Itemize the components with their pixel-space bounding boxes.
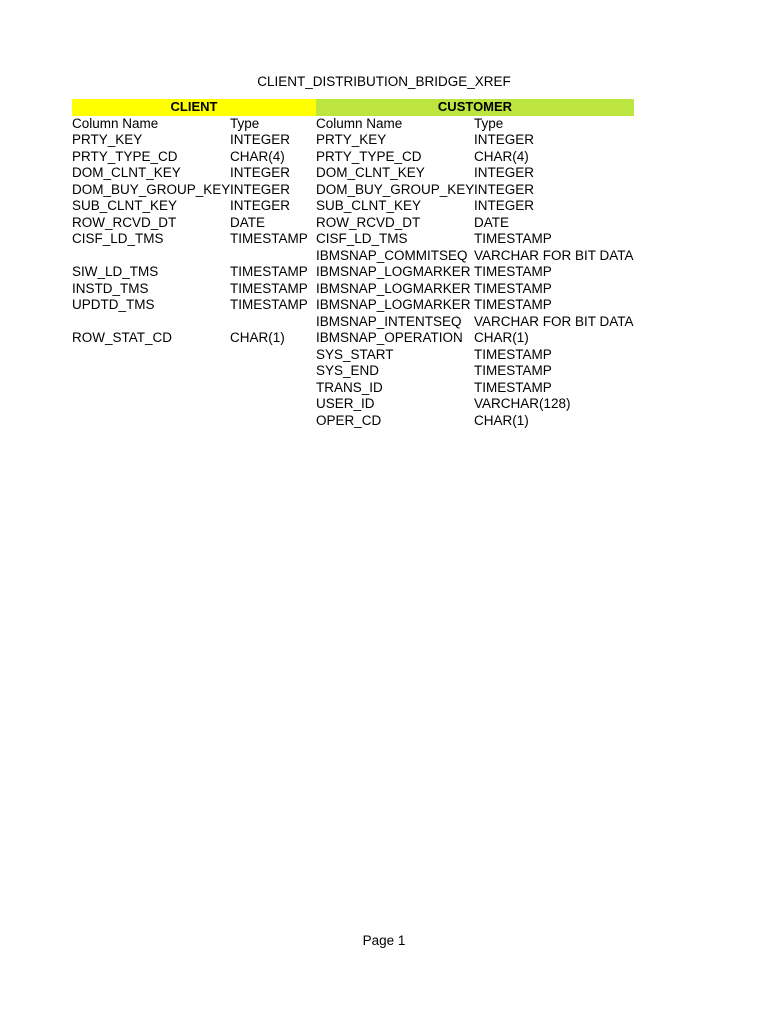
page-number: Page 1 (362, 933, 406, 948)
customer-column-name-label: Column Name (316, 115, 403, 131)
customer-column-name: PRTY_TYPE_CD (316, 148, 422, 164)
client-column-name: ROW_RCVD_DT (72, 214, 177, 230)
customer-column-name: IBMSNAP_OPERATION (316, 330, 463, 345)
table-row (72, 132, 634, 149)
client-column-type (230, 380, 316, 397)
client-column-type (230, 347, 316, 364)
client-column-type: TIMESTAMP (230, 280, 308, 296)
client-column-name (72, 347, 230, 364)
customer-column-name: IBMSNAP_LOGMARKER (316, 264, 471, 279)
client-column-type: TIMESTAMP (230, 264, 308, 279)
client-type-label: Type (230, 115, 260, 131)
client-column-name: INSTD_TMS (72, 280, 149, 296)
client-column-type: INTEGER (230, 198, 291, 213)
customer-column-name: IBMSNAP_COMMITSEQ (316, 247, 468, 263)
table-row (72, 297, 634, 314)
customer-column-name: DOM_BUY_GROUP_KEY (316, 181, 475, 197)
page-title: CLIENT_DISTRIBUTION_BRIDGE_XREF (257, 74, 511, 89)
customer-column-name: TRANS_ID (316, 379, 383, 395)
customer-column-type: INTEGER (474, 165, 535, 180)
table-body (72, 132, 634, 429)
customer-column-type: INTEGER (474, 181, 535, 197)
customer-column-type: TIMESTAMP (474, 280, 552, 296)
customer-column-type: VARCHAR FOR BIT DATA (474, 313, 634, 329)
customer-column-name: IBMSNAP_LOGMARKER (316, 297, 471, 312)
client-column-name (72, 413, 230, 430)
client-column-name (72, 248, 230, 265)
client-column-name: DOM_CLNT_KEY (72, 165, 181, 180)
customer-column-type: CHAR(1) (474, 330, 529, 345)
column-label-row (72, 116, 634, 133)
customer-column-type: INTEGER (474, 132, 535, 147)
table-row (72, 314, 634, 331)
table-row (72, 231, 634, 248)
client-section-header: CLIENT (72, 99, 316, 116)
customer-column-name: OPER_CD (316, 412, 382, 428)
customer-column-name: PRTY_KEY (316, 132, 387, 147)
client-column-type: INTEGER (230, 181, 291, 197)
customer-column-type: TIMESTAMP (474, 363, 552, 378)
customer-column-type: INTEGER (474, 198, 535, 213)
client-column-type: INTEGER (230, 132, 291, 147)
client-column-name: UPDTD_TMS (72, 297, 155, 312)
client-column-name (72, 396, 230, 413)
client-column-name: SUB_CLNT_KEY (72, 198, 178, 213)
customer-column-type: TIMESTAMP (474, 264, 552, 279)
customer-column-name: ROW_RCVD_DT (316, 214, 421, 230)
client-column-name: PRTY_KEY (72, 132, 143, 147)
customer-column-name: SYS_END (316, 363, 380, 378)
table-row (72, 347, 634, 364)
bridge-table (72, 99, 634, 429)
customer-column-name: USER_ID (316, 396, 375, 411)
customer-section-header: CUSTOMER (316, 99, 634, 116)
table-row (72, 264, 634, 281)
client-column-type: TIMESTAMP (230, 231, 308, 246)
client-column-type (230, 248, 316, 265)
table-row (72, 165, 634, 182)
customer-column-type: TIMESTAMP (474, 231, 552, 246)
customer-type-label: Type (474, 115, 504, 131)
table-row (72, 413, 634, 430)
table-row (72, 330, 634, 347)
client-column-type (230, 413, 316, 430)
customer-column-name: SYS_START (316, 346, 394, 362)
client-column-name: PRTY_TYPE_CD (72, 148, 178, 164)
table-row (72, 281, 634, 298)
client-column-type: CHAR(4) (230, 148, 285, 164)
customer-column-type: DATE (474, 214, 510, 230)
customer-column-name: DOM_CLNT_KEY (316, 165, 425, 180)
customer-column-type: CHAR(1) (474, 412, 529, 428)
client-column-type (230, 363, 316, 380)
client-column-type: TIMESTAMP (230, 297, 308, 312)
client-column-name: DOM_BUY_GROUP_KEY (72, 181, 231, 197)
table-row (72, 380, 634, 397)
customer-column-type: VARCHAR(128) (474, 396, 571, 411)
client-column-name (72, 363, 230, 380)
customer-column-type: TIMESTAMP (474, 379, 552, 395)
customer-column-type: CHAR(4) (474, 148, 529, 164)
section-header-row (72, 99, 634, 116)
client-column-type: INTEGER (230, 165, 291, 180)
client-column-name (72, 314, 230, 331)
client-column-name: ROW_STAT_CD (72, 330, 173, 345)
client-column-name-label: Column Name (72, 115, 159, 131)
customer-column-name: IBMSNAP_LOGMARKER (316, 280, 471, 296)
customer-column-type: VARCHAR FOR BIT DATA (474, 247, 634, 263)
customer-column-type: TIMESTAMP (474, 346, 552, 362)
customer-column-name: IBMSNAP_INTENTSEQ (316, 313, 462, 329)
client-column-type (230, 314, 316, 331)
table-row (72, 149, 634, 166)
client-column-name (72, 380, 230, 397)
client-column-type (230, 396, 316, 413)
table-row (72, 215, 634, 232)
table-row (72, 363, 634, 380)
customer-column-name: CISF_LD_TMS (316, 231, 408, 246)
table-row (72, 182, 634, 199)
table-row (72, 248, 634, 265)
client-column-type: CHAR(1) (230, 330, 285, 345)
customer-column-type: TIMESTAMP (474, 297, 552, 312)
table-row (72, 198, 634, 215)
client-column-name: SIW_LD_TMS (72, 264, 159, 279)
client-column-type: DATE (230, 214, 266, 230)
table-row (72, 396, 634, 413)
customer-column-name: SUB_CLNT_KEY (316, 198, 422, 213)
client-column-name: CISF_LD_TMS (72, 231, 164, 246)
